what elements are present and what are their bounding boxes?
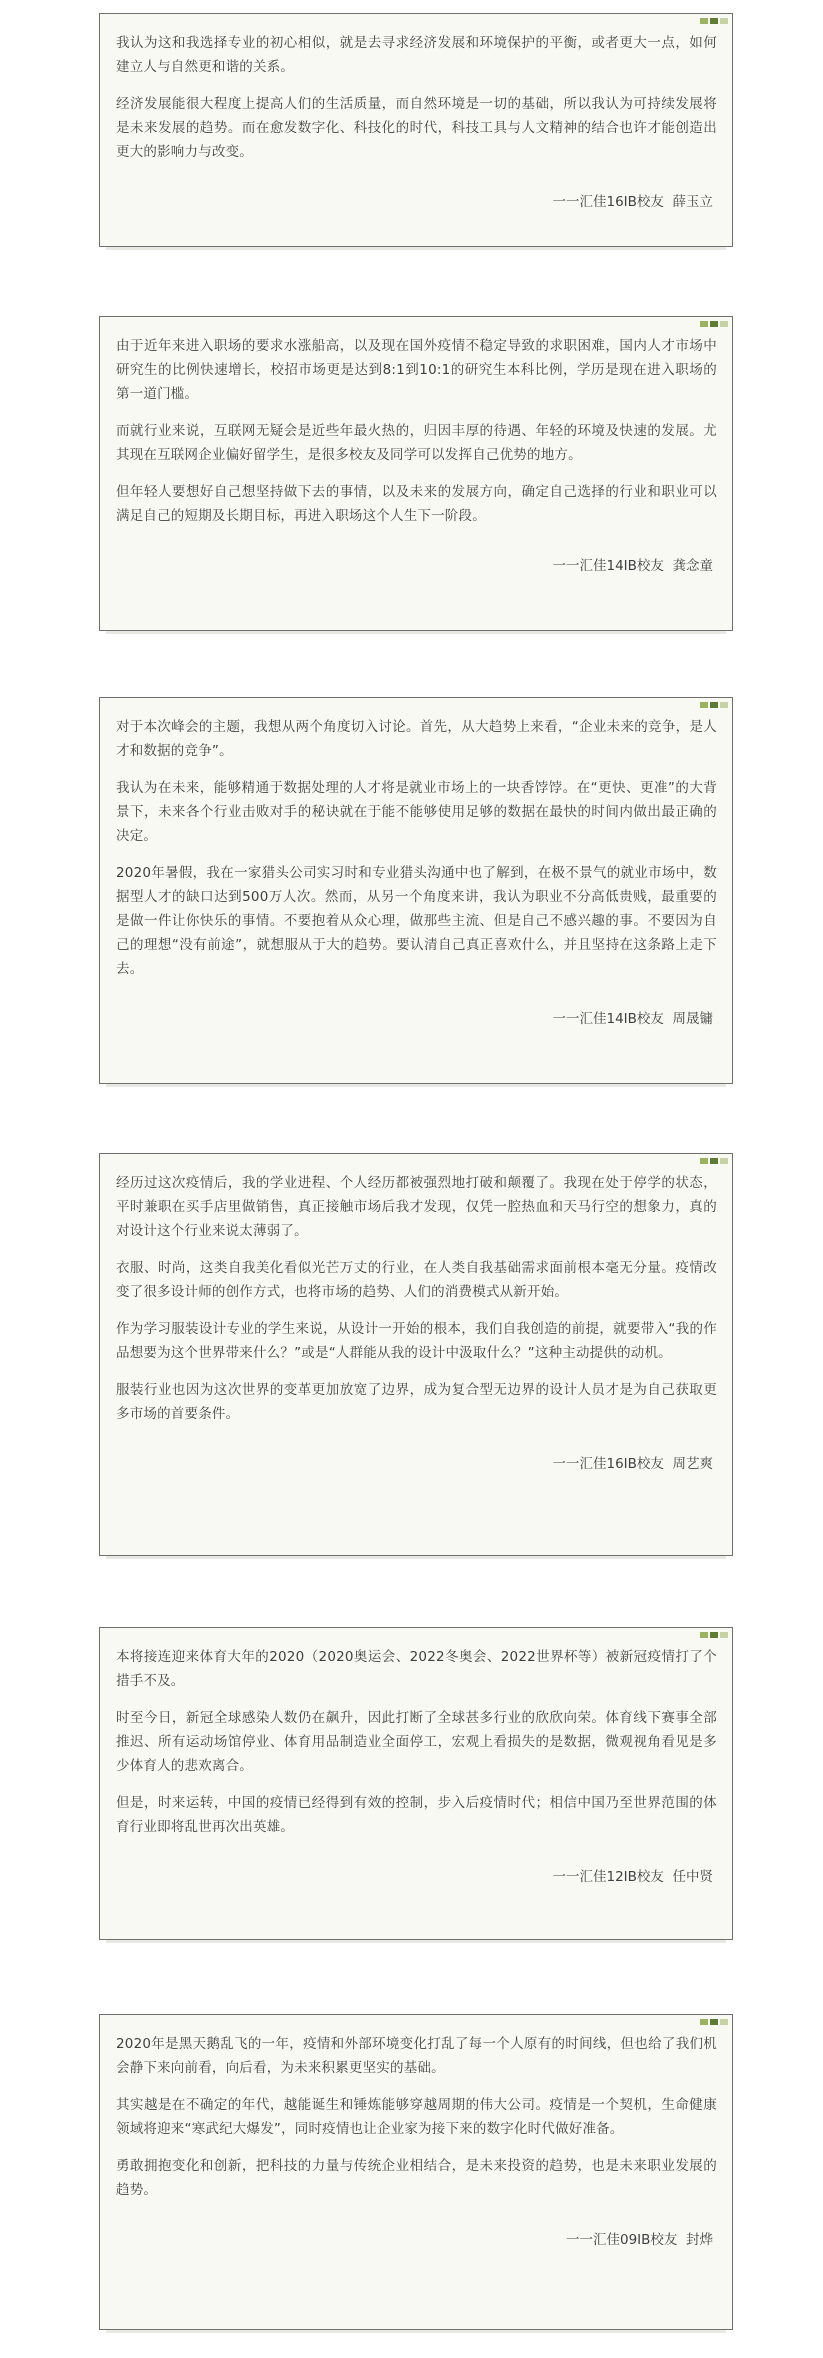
quote-card	[99, 1627, 733, 1940]
author-signature: 一一汇佳16IB校友 薛玉立	[552, 194, 713, 210]
quote-paragraph: 但年轻人要想好自己想坚持做下去的事情，以及未来的发展方向，确定自己选择的行业和职业可以满足自己的短期及长期目标，再进入职场这个人生下一阶段。	[116, 484, 717, 524]
author-signature: 一一汇佳09IB校友 封烨	[565, 2232, 713, 2248]
author-signature: 一一汇佳12IB校友 任中贤	[552, 1869, 713, 1885]
quote-paragraph: 对于本次峰会的主题，我想从两个角度切入讨论。首先，从大趋势上来看，“企业未来的竞争，是人才和数据的竞争”。	[116, 719, 717, 759]
quote-paragraph: 我认为这和我选择专业的初心相似，就是去寻求经济发展和环境保护的平衡，或者更大一点，如何建立人与自然更和谐的关系。	[116, 35, 717, 75]
corner-decoration	[700, 18, 728, 24]
author-signature: 一一汇佳16IB校友 周艺爽	[552, 1456, 713, 1472]
quote-paragraph: 2020年暑假，我在一家猎头公司实习时和专业猎头沟通中也了解到，在极不景气的就业市场中，数据型人才的缺口达到500万人次。然而，从另一个角度来讲，我认为职业不分高低贵贱，最重要的是做一件让你快乐的事情。不要抱着从众心理，做那些主流、但是自己不感兴趣的事。不要因为自己的理想“没有前途”，就想服从于大的趋势。要认清自己真正喜欢什么，并且坚持在这条路上走下去。	[116, 865, 717, 977]
corner-decoration	[700, 1158, 728, 1164]
author-signature: 一一汇佳14IB校友 龚念童	[552, 558, 713, 574]
quote-paragraph: 作为学习服装设计专业的学生来说，从设计一开始的根本，我们自我创造的前提，就要带入“我的作品想要为这个世界带来什么？”或是“人群能从我的设计中汲取什么？”这种主动提供的动机。	[116, 1321, 717, 1361]
quote-card	[99, 697, 733, 1084]
corner-decoration	[700, 2019, 728, 2025]
quote-card	[99, 2014, 733, 2330]
corner-decoration	[700, 1632, 728, 1638]
quote-card	[99, 316, 733, 631]
quote-paragraph: 服装行业也因为这次世界的变革更加放宽了边界，成为复合型无边界的设计人员才是为自己获取更多市场的首要条件。	[116, 1382, 717, 1422]
quote-paragraph: 由于近年来进入职场的要求水涨船高，以及现在国外疫情不稳定导致的求职困难，国内人才市场中研究生的比例快速增长，校招市场更是达到8:1到10:1的研究生本科比例，学历是现在进入职场的第一道门槛。	[116, 338, 717, 402]
quote-paragraph: 经济发展能很大程度上提高人们的生活质量，而自然环境是一切的基础，所以我认为可持续发展将是未来发展的趋势。而在愈发数字化、科技化的时代，科技工具与人文精神的结合也许才能创造出更大的影响力与改变。	[116, 96, 717, 160]
quote-paragraph: 我认为在未来，能够精通于数据处理的人才将是就业市场上的一块香饽饽。在“更快、更准”的大背景下，未来各个行业击败对手的秘诀就在于能不能够使用足够的数据在最快的时间内做出最正确的决定。	[116, 780, 717, 844]
quote-paragraph: 衣服、时尚，这类自我美化看似光芒万丈的行业，在人类自我基础需求面前根本毫无分量。疫情改变了很多设计师的创作方式，也将市场的趋势、人们的消费模式从新开始。	[116, 1260, 717, 1300]
quote-paragraph: 其实越是在不确定的年代，越能诞生和锤炼能够穿越周期的伟大公司。疫情是一个契机，生命健康领域将迎来“寒武纪大爆发”，同时疫情也让企业家为接下来的数字化时代做好准备。	[116, 2097, 717, 2137]
quote-paragraph: 但是，时来运转，中国的疫情已经得到有效的控制，步入后疫情时代；相信中国乃至世界范围的体育行业即将乱世再次出英雄。	[116, 1795, 717, 1835]
quote-paragraph: 而就行业来说，互联网无疑会是近些年最火热的，归因丰厚的待遇、年轻的环境及快速的发展。尤其现在互联网企业偏好留学生，是很多校友及同学可以发挥自己优势的地方。	[116, 423, 717, 463]
quote-paragraph: 本将接连迎来体育大年的2020（2020奥运会、2022冬奥会、2022世界杯等）被新冠疫情打了个措手不及。	[116, 1649, 717, 1689]
corner-decoration	[700, 321, 728, 327]
quote-paragraph: 经历过这次疫情后，我的学业进程、个人经历都被强烈地打破和颠覆了。我现在处于停学的状态，平时兼职在买手店里做销售，真正接触市场后我才发现，仅凭一腔热血和天马行空的想象力，真的对设计这个行业来说太薄弱了。	[116, 1175, 717, 1239]
quote-paragraph: 时至今日，新冠全球感染人数仍在飙升，因此打断了全球甚多行业的欣欣向荣。体育线下赛事全部推迟、所有运动场馆停业、体育用品制造业全面停工，宏观上看损失的是数据，微观视角看见是多少体育人的悲欢离合。	[116, 1710, 717, 1774]
corner-decoration	[700, 702, 728, 708]
quote-card	[99, 13, 733, 247]
quote-paragraph: 2020年是黑天鹅乱飞的一年，疫情和外部环境变化打乱了每一个人原有的时间线，但也给了我们机会静下来向前看，向后看，为未来积累更坚实的基础。	[116, 2036, 717, 2076]
quote-paragraph: 勇敢拥抱变化和创新，把科技的力量与传统企业相结合，是未来投资的趋势，也是未来职业发展的趋势。	[116, 2158, 717, 2198]
quote-card	[99, 1153, 733, 1556]
author-signature: 一一汇佳14IB校友 周晟镛	[552, 1011, 713, 1027]
